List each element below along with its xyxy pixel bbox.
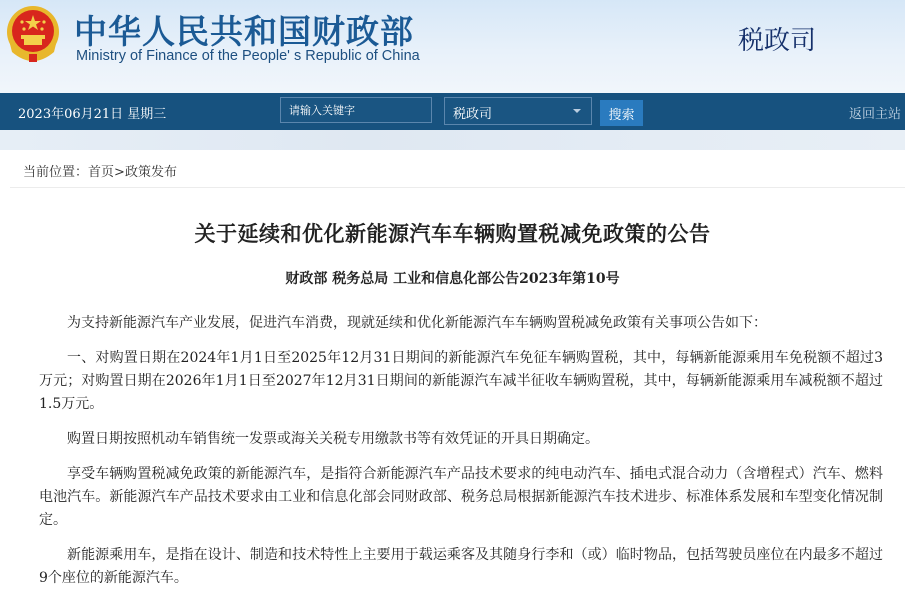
top-nav-bar	[0, 93, 905, 130]
article-title: 关于延续和优化新能源汽车车辆购置税减免政策的公告	[194, 221, 711, 246]
document-number: 财政部 税务总局 工业和信息化部公告2023年第10号	[285, 271, 620, 287]
ministry-title-cn: 中华人民共和国财政部	[74, 12, 414, 51]
article-paragraph: 一、对购置日期在2024年1月1日至2025年12月31日期间的新能源汽车免征车辆购置税，其中，每辆新能源乘用车免税额不超过3万元；对购置日期在2026年1月1日至2027年12月31日期间的新能源汽车减半征收车辆购置税，其中，每辆新能源乘用车减税额不超过1.5万元。	[39, 350, 883, 412]
search-button[interactable]: 搜索	[600, 100, 643, 126]
breadcrumb	[23, 161, 177, 180]
breadcrumb-policy-release[interactable]: 政策发布	[124, 165, 177, 180]
current-date: 2023年06月21日 星期三	[18, 107, 167, 122]
chevron-down-icon	[573, 109, 581, 113]
ministry-title-en: Ministry of Finance of the People' s Republic of China	[76, 48, 420, 64]
department-select[interactable]	[444, 97, 592, 125]
breadcrumb-home[interactable]: 首页	[88, 165, 115, 180]
department-title: 税政司	[738, 26, 817, 56]
breadcrumb-divider	[10, 187, 905, 188]
article-paragraph: 为支持新能源汽车产业发展，促进汽车消费，现就延续和优化新能源汽车车辆购置税减免政策有关事项公告如下：	[67, 315, 767, 331]
article-paragraph: 享受车辆购置税减免政策的新能源汽车，是指符合新能源汽车产品技术要求的纯电动汽车、插电式混合动力（含增程式）汽车、燃料电池汽车。新能源汽车产品技术要求由工业和信息化部会同财政部、税务总局根据新能源汽车技术进步、标准体系发展和车型变化情况制定。	[39, 466, 883, 528]
site-header	[0, 0, 905, 93]
breadcrumb-separator: >	[114, 165, 125, 180]
search-input[interactable]	[280, 97, 432, 123]
banner-strip	[0, 130, 905, 150]
national-emblem-icon[interactable]	[4, 4, 62, 66]
return-home-link[interactable]: 返回主站	[849, 107, 902, 122]
article-body	[39, 312, 883, 602]
article-paragraph: 新能源乘用车，是指在设计、制造和技术特性上主要用于载运乘客及其随身行李和（或）临时物品，包括驾驶员座位在内最多不超过9个座位的新能源汽车。	[39, 547, 883, 586]
article-paragraph: 购置日期按照机动车销售统一发票或海关关税专用缴款书等有效凭证的开具日期确定。	[67, 431, 599, 447]
department-select-value: 税政司	[453, 107, 493, 122]
breadcrumb-label: 当前位置：	[23, 165, 89, 180]
